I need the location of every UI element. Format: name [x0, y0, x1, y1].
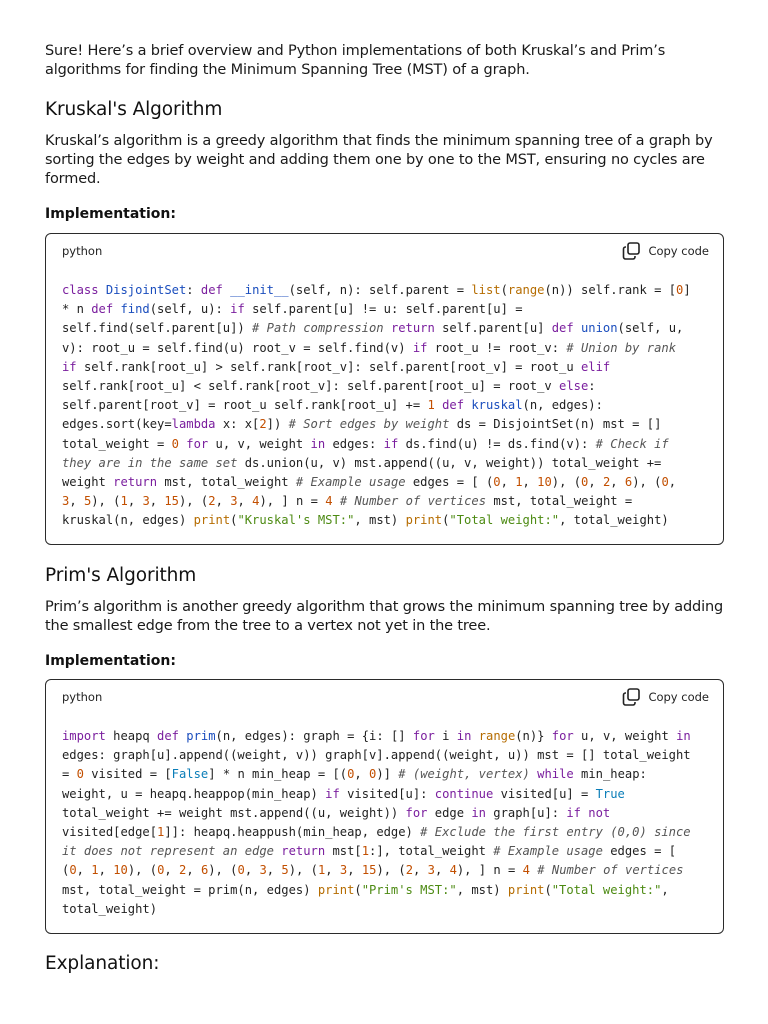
kruskal-description: Kruskal’s algorithm is a greedy algorithm that finds the minimum spanning tree of a graph by sorting the edges by weight and adding them one by one to the MST, ensuring no cycles are formed. [45, 133, 713, 187]
prim-heading: Prim's Algorithm [45, 565, 197, 586]
explanation-heading: Explanation: [45, 953, 160, 974]
prim-code: import heapq def prim(n, edges): graph = {i: [] for i in range(n)} for u, v, weight in edges: graph[u].append((weight, v)) graph[v].append((weight, u)) mst = [] total_weight = 0 visited = [False] * n min_heap = [(0, 0)] # (weight, vertex) while min_heap: weight, u = heapq.heappop(min_heap) if visited[u]: continue visited[u] = True total_weight += weight mst.append((u, weight)) for edge in graph[u]: if not visited[edge[1]]: heapq.heappush(min_heap, edge) # Exclude the first entry (0,0) since it does not represent an edge return mst[1:], total_weight # Example usage edges = [ (0, 1, 10), (0, 2, 6), (0, 3, 5), (1, 3, 15), (2, 3, 4), ] n = 4 # Number of vertices mst, total_weight = prim(n, edges) print("Prim's MST:", mst) print("Total weight:", total_weight) [62, 729, 691, 916]
code-language-label: python [62, 244, 103, 258]
copy-icon [622, 242, 642, 260]
prim-description: Prim’s algorithm is another greedy algorithm that grows the minimum spanning tree by adding the smallest edge from the tree to a vertex not yet in the tree. [45, 599, 724, 634]
copy-code-label: Copy code [648, 244, 709, 258]
copy-code-label: Copy code [648, 690, 709, 704]
prim-implementation-label: Implementation: [45, 653, 176, 669]
kruskal-implementation-label: Implementation: [45, 206, 176, 222]
kruskal-code-block [45, 233, 724, 545]
copy-code-button[interactable] [622, 242, 709, 260]
intro-paragraph: Sure! Here’s a brief overview and Python implementations of both Kruskal’s and Prim’s algorithms for finding the Minimum Spanning Tree (MST) of a graph. [45, 43, 666, 78]
copy-icon [622, 688, 642, 706]
prim-code-block [45, 679, 724, 934]
copy-code-button[interactable] [622, 688, 709, 706]
kruskal-code: class DisjointSet: def __init__(self, n): self.parent = list(range(n)) self.rank = [0] * n def find(self, u): if self.parent[u] != u: self.parent[u] = self.find(self.parent[u]) # Path compression return self.parent[u] def union(self, u, v): root_u = self.find(u) root_v = self.find(v) if root_u != root_v: # Union by rank if self.rank[root_u] > self.rank[root_v]: self.parent[root_v] = root_u elif self.rank[root_u] < self.rank[root_v]: self.parent[root_u] = root_v else: self.parent[root_v] = root_u self.rank[root_u] += 1 def kruskal(n, edges): edges.sort(key=lambda x: x[2]) # Sort edges by weight ds = DisjointSet(n) mst = [] total_weight = 0 for u, v, weight in edges: if ds.find(u) != ds.find(v): # Check if they are in the same set ds.union(u, v) mst.append((u, v, weight)) total_weight += weight return mst, total_weight # Example usage edges = [ (0, 1, 10), (0, 2, 6), (0, 3, 5), (1, 3, 15), (2, 3, 4), ] n = 4 # Number of vertices mst, total_weight = kruskal(n, edges) print("Kruskal's MST:", mst) print("Total weight:", total_weight) [62, 283, 691, 528]
kruskal-heading: Kruskal's Algorithm [45, 99, 223, 120]
code-language-label: python [62, 690, 103, 704]
